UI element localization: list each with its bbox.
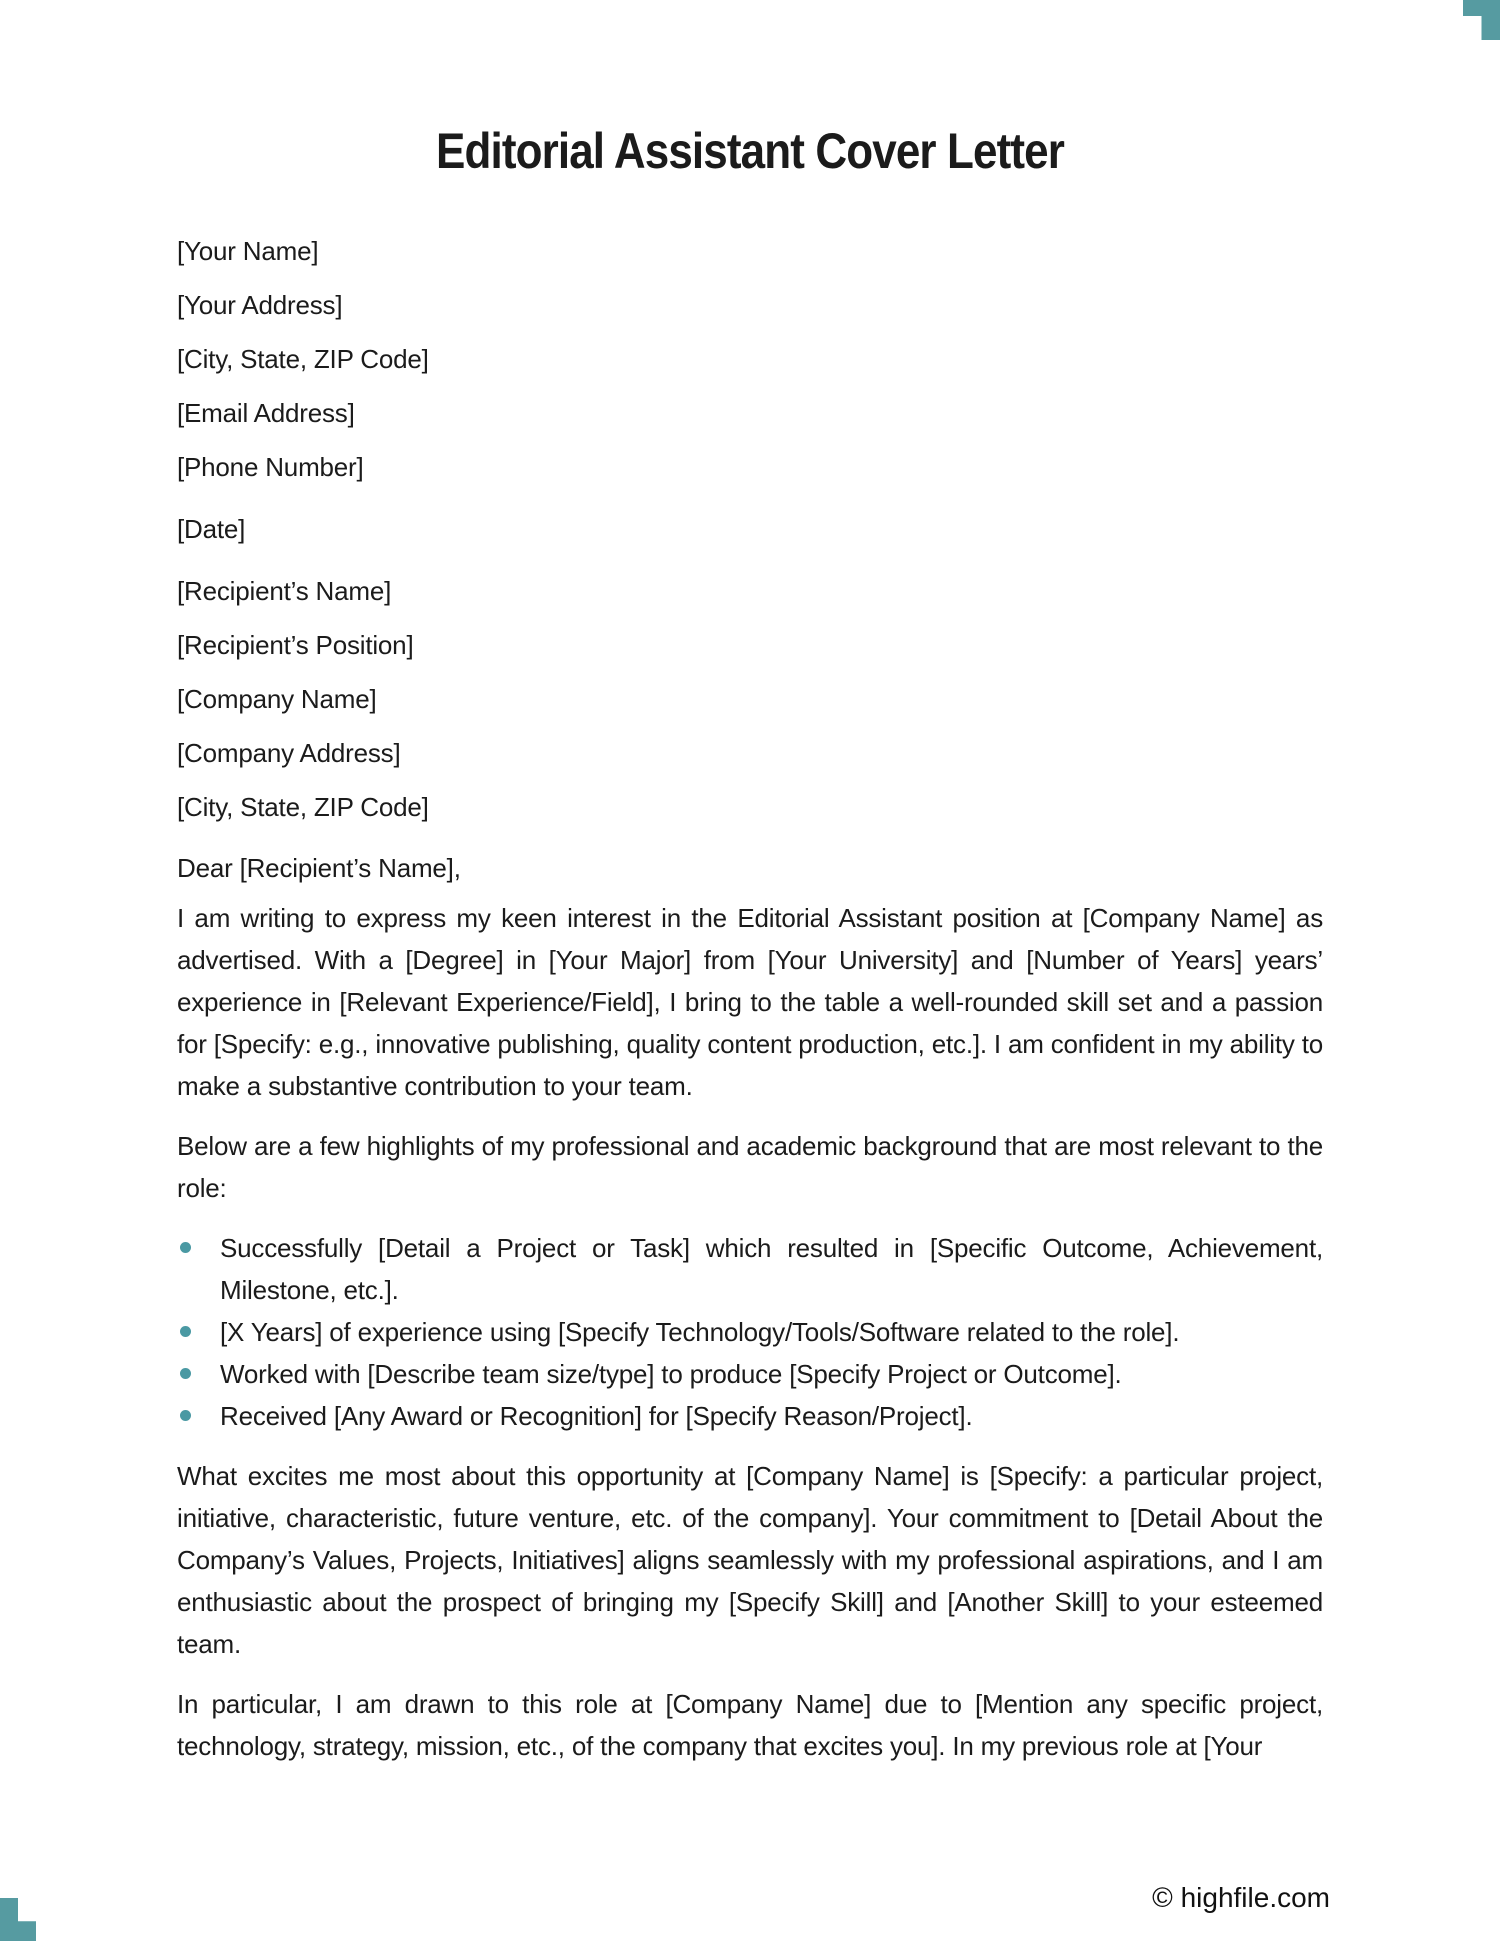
recipient-line: [Company Name] xyxy=(177,684,377,714)
highlight-item xyxy=(177,1227,1323,1311)
sender-line: [City, State, ZIP Code] xyxy=(177,344,429,374)
sender-line: [Email Address] xyxy=(177,398,355,428)
bullet-icon xyxy=(180,1242,191,1253)
bullet-icon xyxy=(180,1410,191,1421)
recipient-line: [Recipient’s Name] xyxy=(177,576,392,606)
page-title: Editorial Assistant Cover Letter xyxy=(436,123,1064,179)
sender-block xyxy=(177,230,1323,488)
highlight-item xyxy=(177,1353,1323,1395)
letter-content xyxy=(177,0,1323,1785)
highlight-text: [X Years] of experience using [Specify Technology/Tools/Software related to the role]. xyxy=(220,1317,1180,1347)
teal-corner-top-right-decoration xyxy=(1463,0,1500,40)
sender-line: [Your Name] xyxy=(177,236,319,266)
recipient-line: [City, State, ZIP Code] xyxy=(177,792,429,822)
paragraph-excites: What excites me most about this opportunity at [Company Name] is [Specify: a particular project, initiative, characteristic, future venture, etc. of the company]. Your commitment to [Detail About the Company’s Values, Projects, Initiatives] aligns seamlessly with my professional aspirations, and I am enthusiastic about the prospect of bringing my [Specify Skill] and [Another Skill] to your esteemed team. xyxy=(177,1461,1323,1659)
recipient-block xyxy=(177,570,1323,828)
sender-line: [Your Address] xyxy=(177,290,343,320)
sender-line: [Phone Number] xyxy=(177,452,364,482)
recipient-line: [Company Address] xyxy=(177,738,401,768)
bullet-icon xyxy=(180,1368,191,1379)
paragraph-intro: I am writing to express my keen interest in the Editorial Assistant position at [Company Name] as advertised. With a [Degree] in [Your Major] from [Your University] and [Number of Years] years’ experience in [Relevant Experience/Field], I bring to the table a well-rounded skill set and a passion for [Specify: e.g., innovative publishing, quality content production, etc.]. I am confident in my ability to make a substantive contribution to your team. xyxy=(177,903,1323,1101)
footer-credit: © highfile.com xyxy=(1152,1882,1330,1913)
paragraph-drawn: In particular, I am drawn to this role at [Company Name] due to [Mention any specific project, technology, strategy, mission, etc., of the company that excites you]. In my previous role at [Your xyxy=(177,1689,1323,1761)
highlights-list xyxy=(177,1227,1323,1437)
paragraph-highlights-lead: Below are a few highlights of my professional and academic background that are most relevant to the role: xyxy=(177,1131,1323,1203)
highlight-text: Received [Any Award or Recognition] for [Specify Reason/Project]. xyxy=(220,1401,973,1431)
highlight-item xyxy=(177,1311,1323,1353)
date-line: [Date] xyxy=(177,514,246,544)
bullet-icon xyxy=(180,1326,191,1337)
teal-corner-bottom-left-decoration xyxy=(0,1898,36,1941)
highlight-text: Worked with [Describe team size/type] to produce [Specify Project or Outcome]. xyxy=(220,1359,1122,1389)
greeting-line: Dear [Recipient’s Name], xyxy=(177,853,461,883)
recipient-line: [Recipient’s Position] xyxy=(177,630,414,660)
highlight-item xyxy=(177,1395,1323,1437)
highlight-text: Successfully [Detail a Project or Task] which resulted in [Specific Outcome, Achievement, Milestone, etc.]. xyxy=(220,1233,1323,1305)
